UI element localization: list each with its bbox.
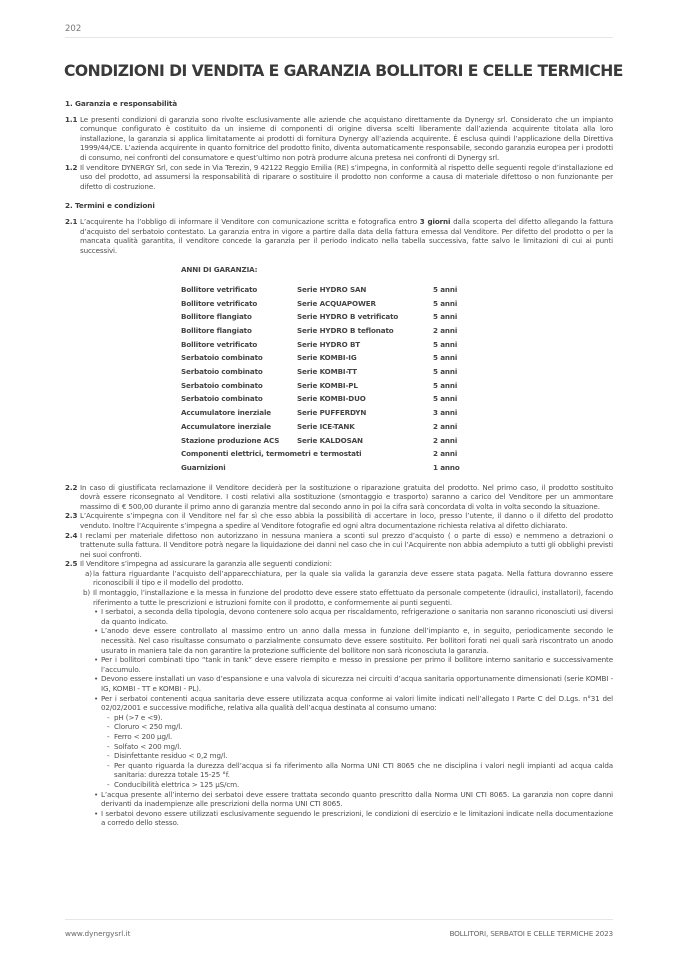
page-title: CONDIZIONI DI VENDITA E GARANZIA BOLLITORI E CELLE TERMICHE xyxy=(64,62,623,80)
dash-marker: - xyxy=(107,722,110,732)
bullet-item: • Per i bollitori combinati tipo “tank in tank” deve essere riempito e messo in pressione per primo il bollitore interno sanitario e successivamente l’accumulo. xyxy=(94,655,613,674)
warranty-row: Bollitore flangiato Serie HYDRO B teflonato 2 anni xyxy=(181,326,458,336)
clause-text: Il Venditore s’impegna ad assicurare la garanzia alle seguenti condizioni: xyxy=(80,559,332,569)
warranty-row: Serbatoio combinato Serie KOMBI-IG 5 anni xyxy=(181,353,458,363)
document-body xyxy=(65,99,613,828)
clause-2-5 xyxy=(65,559,613,569)
water-limit-item: - Ferro < 200 µg/l. xyxy=(107,731,173,741)
clause-2-4 xyxy=(65,531,613,560)
clause-text: L’Acquirente s’impegna con il Venditore nel far sì che esso abbia la possibilità di accertare in loco, presso l’utente, il danno o il difetto del prodotto venduto. Inoltre l’Acquirente s’impegna a spedire al Venditore fotografie ed ogni altra documentazione richiesta relativa al difetto dichiarato. xyxy=(80,511,613,530)
page-number: 202 xyxy=(65,24,82,34)
warranty-row: Accumulatore inerziale Serie ICE-TANK 2 anni xyxy=(181,421,458,431)
bullet-marker: • xyxy=(94,789,99,799)
dash-marker: - xyxy=(107,779,110,789)
dash-marker: - xyxy=(107,760,110,770)
clause-2-2 xyxy=(65,483,613,512)
warranty-row: Guarnizioni 1 anno xyxy=(181,462,460,472)
warranty-row: Serbatoio combinato Serie KOMBI-PL 5 anni xyxy=(181,380,458,390)
water-limit-item: - Disinfettante residuo < 0,2 mg/l. xyxy=(107,751,228,761)
clause-2-1 xyxy=(65,217,613,255)
warranty-row: Bollitore vetrificato Serie ACQUAPOWER 5 anni xyxy=(181,298,458,308)
clause-2-3 xyxy=(65,511,613,530)
clause-number: 1.2 xyxy=(65,162,78,172)
bullet-marker: • xyxy=(94,607,99,617)
bottom-divider xyxy=(65,919,613,920)
section-heading-termini: 2. Termini e condizioni xyxy=(65,201,155,211)
warranty-row: Bollitore vetrificato Serie HYDRO BT 5 anni xyxy=(181,339,458,349)
warranty-table-heading: ANNI DI GARANZIA: xyxy=(181,265,258,275)
condition-letter: a) xyxy=(85,568,92,578)
bullet-item: • Per i serbatoi contenenti acqua sanitaria deve essere utilizzata acqua conforme ai valori limite indicati nell’allegato I Parte C del D.Lgs. n°31 del 02/02/2001 e successive modifiche, relativa alla qualità dell’acqua destinata al consumo umano: xyxy=(94,693,613,713)
warranty-row: Accumulatore inerziale Serie PUFFERDYN 3 anni xyxy=(181,408,458,418)
warranty-row: Bollitore flangiato Serie HYDRO B vetrificato 5 anni xyxy=(181,312,458,322)
bullet-marker: • xyxy=(94,674,99,684)
deadline-emphasis: 3 giorni xyxy=(419,216,451,226)
catalog-title: BOLLITORI, SERBATOI E CELLE TERMICHE 2023 xyxy=(449,929,613,938)
dash-marker: - xyxy=(107,741,110,751)
clause-1-2 xyxy=(65,163,613,192)
warranty-row: Serbatoio combinato Serie KOMBI-TT 5 anni xyxy=(181,367,458,377)
bullet-marker: • xyxy=(94,693,99,703)
clause-number: 2.5 xyxy=(65,559,78,569)
dash-marker: - xyxy=(107,712,110,722)
bullet-marker: • xyxy=(94,655,99,665)
bullet-marker: • xyxy=(94,626,99,636)
water-limit-item: - Per quanto riguarda la durezza dell’acqua si fa riferimento alla Norma UNI CTI 8065 che ne disciplina i valori negli impianti ad acqua calda sanitaria: durezza totale 15-25 °f. xyxy=(107,760,613,780)
warranty-row: Serbatoio combinato Serie KOMBI-DUO 5 anni xyxy=(181,394,458,404)
clause-text: In caso di giustificata reclamazione il Venditore deciderà per la sostituzione o riparazione gratuita del prodotto. Nel primo caso, il prodotto sostituito dovrà essere riconsegnato al Venditore. I costi relativi alla sostituzione (smontaggio e trasporto) saranno a carico del Venditore per un ammontare massimo di € 500,00 durante il primo anno di garanzia mentre dal secondo anno in poi la cifra sarà concordata di volta in volta secondo la situazione. xyxy=(80,482,613,511)
clause-1-1 xyxy=(65,115,613,163)
bullet-item: • L’anodo deve essere controllato al massimo entro un anno dalla messa in funzione dell’impianto e, in seguito, periodicamente secondo le necessità. Nel caso risultasse consumato o parzialmente consumato deve essere sostituito. Per bollitori forati nei quali sarà riscontrato un anodo usurato in maniera tale da non garantire la protezione sufficiente del bollitore non sarà riconosciuta la garanzia. xyxy=(94,626,613,655)
condition-text: la fattura riguardante l’acquisto dell’apparecchiatura, per la quale sia valida la garanzia deve essere stata pagata. Nella fattura dovranno essere riconoscibili il tipo e il modello del prodotto. xyxy=(93,568,613,588)
clause-text: I reclami per materiale difettoso non autorizzano in nessuna maniera a sconti sul prezzo d’acquisto ( o parte di esso) e nemmeno a detrazioni o trattenute sulla fattura. Il Venditore potrà negare la liquidazione dei danni nel caso che in cui l’Acquirente non abbia adempiuto a tutti gli obblighi previsti nei suoi confronti. xyxy=(80,530,613,559)
condition-a xyxy=(65,569,613,588)
section-heading-garanzia: 1. Garanzia e responsabilità xyxy=(65,99,178,108)
water-limit-item: - Cloruro < 250 mg/l. xyxy=(107,722,183,732)
clause-number: 2.3 xyxy=(65,511,78,521)
warranty-table xyxy=(181,265,481,474)
dash-marker: - xyxy=(107,731,110,741)
dash-marker: - xyxy=(107,751,110,761)
warranty-row: Bollitore vetrificato Serie HYDRO SAN 5 anni xyxy=(181,284,458,294)
clause-text: Il venditore DYNERGY Srl, con sede in Via Terezin, 9 42122 Reggio Emilia (RE) s’impegna, in conformità al rispetto delle seguenti regole d’installazione ed uso del prodotto, ad assumersi la responsabilità di riparare o sostituire il prodotto non conforme a causa di materiale difettoso o non funzionante per difetto di costruzione. xyxy=(80,162,613,191)
warranty-row: Componenti elettrici, termometri e termostati 2 anni xyxy=(181,449,458,459)
condition-b xyxy=(65,588,613,607)
clause-number: 2.1 xyxy=(65,216,78,226)
bullet-item: • I serbatoi devono essere utilizzati esclusivamente seguendo le prescrizioni, le condizioni di esercizio e le limitazioni indicate nella documentazione a corredo dello stesso. xyxy=(94,808,613,828)
water-limit-item: - Solfato < 200 mg/l. xyxy=(107,741,182,751)
clause-text: L’acquirente ha l’obbligo di informare il Venditore con comunicazione scritta e fotografica entro 3 giorni dalla scoperta del difetto allegando la fattura d’acquisto del serbatoio contestato. La garanzia entra in vigore a partire dalla data della fattura emessa dal Venditore. Per difetto del prodotto o per la mancata qualità garantita, il venditore concede la garanzia per il periodo indicato nella tabella successiva, fatte salvo le limitazioni di cui ai punti successivi. xyxy=(80,216,614,255)
website-link[interactable]: www.dynergysrl.it xyxy=(65,929,131,938)
bullet-item: • I serbatoi, a seconda della tipologia, devono contenere solo acqua per riscaldamento, refrigerazione o sanitaria non saranno riconosciuti usi diversi da quanto indicato. xyxy=(94,607,613,626)
bullet-item: • Devono essere installati un vaso d’espansione e una valvola di sicurezza nei circuiti d’acqua sanitaria opportunamente dimensionati (serie KOMBI - IG, KOMBI - TT e KOMBI - PL). xyxy=(94,674,613,693)
top-divider xyxy=(65,37,613,38)
warranty-row: Stazione produzione ACS Serie KALDOSAN 2 anni xyxy=(181,435,458,445)
condition-text: Il montaggio, l’installazione e la messa in funzione del prodotto deve essere stato effettuato da personale competente (idraulici, installatori), facendo riferimento a tutte le prescrizioni e istruzioni fornite con il prodotto, e conformemente ai punti seguenti. xyxy=(93,588,613,607)
water-limit-item: - Conducibilità elettrica > 125 µS/cm. xyxy=(107,779,240,789)
bullet-item: • L’acqua presente all’interno dei serbatoi deve essere trattata secondo quanto prescritto dalla Norma UNI CTI 8065. La garanzia non copre danni derivanti da inadempienze alle prescrizioni della norma UNI CTI 8065. xyxy=(94,789,613,809)
condition-letter: b) xyxy=(83,588,91,598)
water-limit-item: - pH (>7 e <9). xyxy=(107,712,163,722)
clause-number: 2.4 xyxy=(65,530,78,540)
clause-number: 2.2 xyxy=(65,482,78,492)
clause-number: 1.1 xyxy=(65,114,78,124)
clause-text: Le presenti condizioni di garanzia sono rivolte esclusivamente alle aziende che acquistano direttamente da Dynergy srl. Considerato che un impianto comunque configurato è costituito da un insieme di componenti di origine diversa scelti liberamente dall’azienda acquirente titolata alla loro installazione, la garanzia si applica limitatamente ai prodotti di fornitura Dynergy all’azienda acquirente. É esclusa quindi l’applicazione della Direttiva 1999/44/CE. L’azienda acquirente in quanto fornitrice del prodotto finito, diventa automaticamente responsabile, secondo garanzia europea per i prodotti di consumo, nei confronti del consumatore e quest’ultimo non potrà produrre alcuna pretesa nei confronti di Dynergy srl. xyxy=(80,114,613,162)
bullet-marker: • xyxy=(94,808,99,818)
